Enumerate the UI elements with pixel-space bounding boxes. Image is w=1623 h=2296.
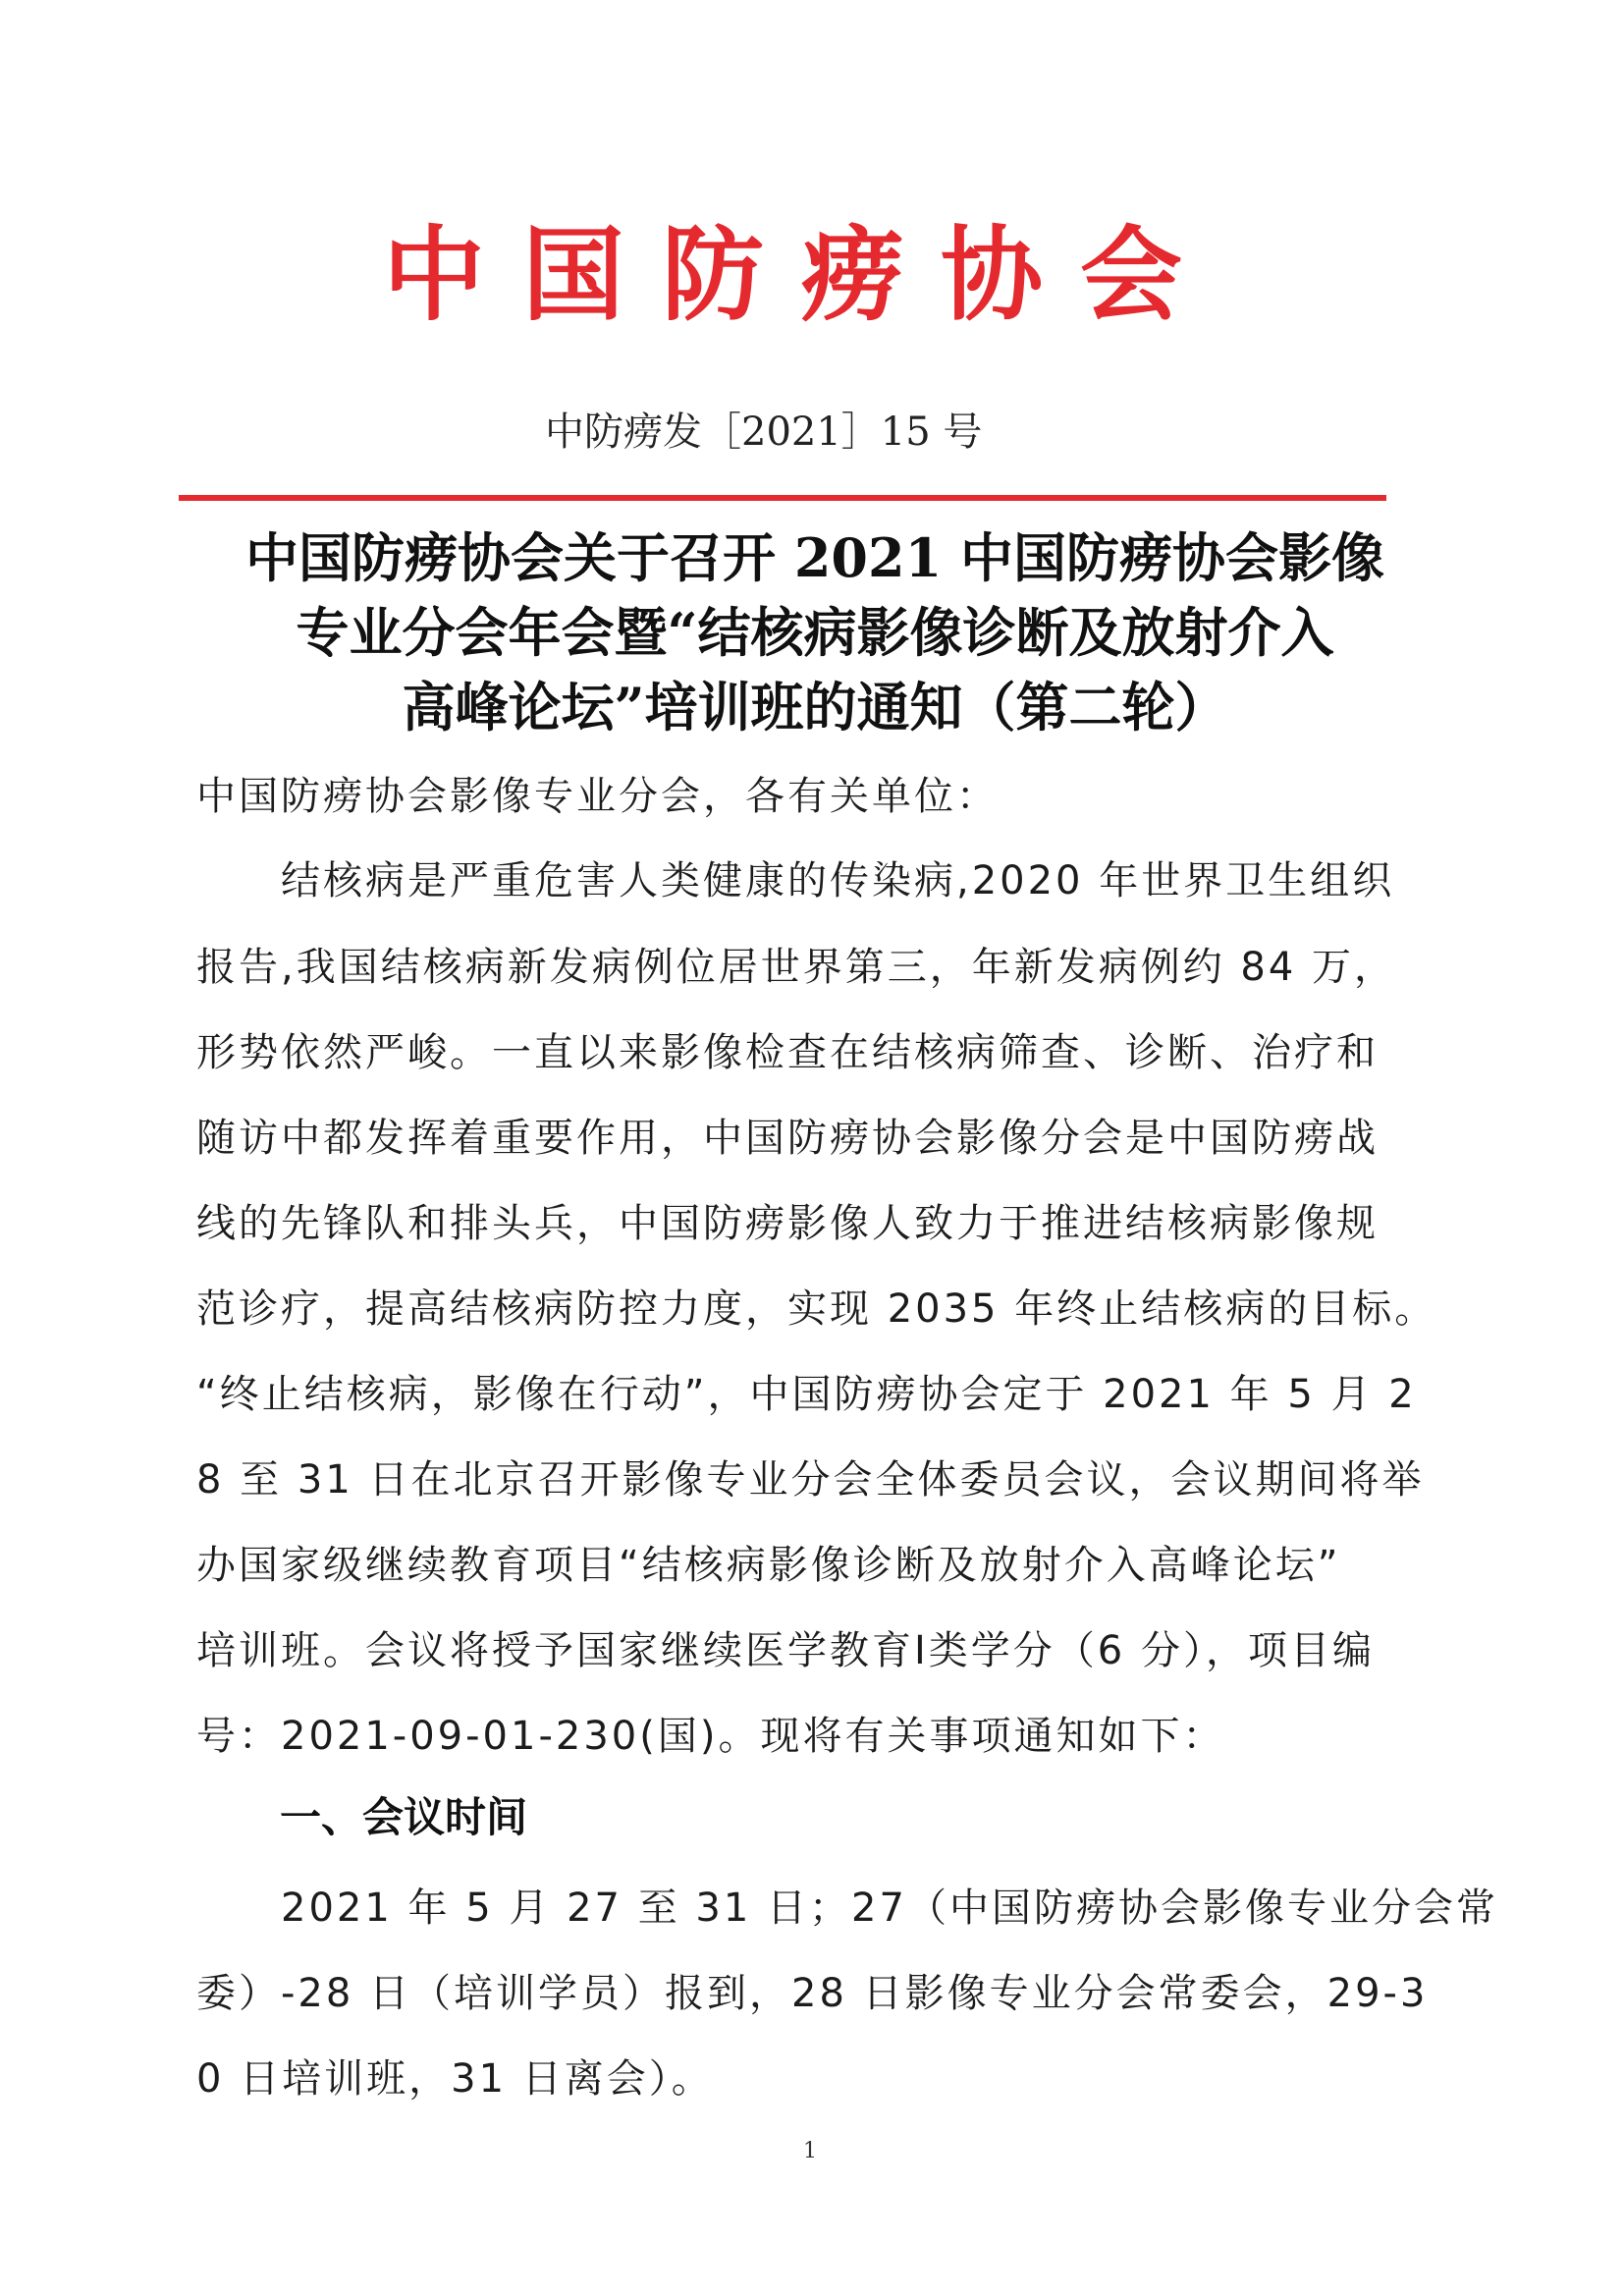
title-line-1: 中国防痨协会关于召开 2021 中国防痨协会影像 (245, 526, 1384, 589)
body-line: 随访中都发挥着重要作用，中国防痨协会影像分会是中国防痨战 (196, 1116, 1379, 1161)
body-line: 8 至 31 日在北京召开影像专业分会全体委员会议，会议期间将举 (196, 1457, 1425, 1503)
section-heading-meeting-time: 一、会议时间 (280, 1793, 528, 1841)
notice-title (177, 520, 1453, 744)
body-line: 2021 年 5 月 27 至 31 日；27（中国防痨协会影像专业分会常 (196, 1886, 1498, 1931)
organization-header: 中国防痨协会 (383, 215, 1220, 335)
red-divider-rule (179, 495, 1386, 501)
body-line: “终止结核病，影像在行动”，中国防痨协会定于 2021 年 5 月 2 (196, 1372, 1417, 1417)
body-line: 委）-28 日（培训学员）报到，28 日影像专业分会常委会，29-3 (196, 1971, 1429, 2016)
body-line: 线的先锋队和排头兵，中国防痨影像人致力于推进结核病影像规 (196, 1201, 1379, 1246)
document-number: 中防痨发［2021］15 号 (545, 410, 983, 455)
body-line: 办国家级继续教育项目“结核病影像诊断及放射介入高峰论坛” (196, 1543, 1341, 1588)
title-line-2: 专业分会年会暨“结核病影像诊断及放射介入 (296, 601, 1334, 664)
body-line: 报告,我国结核病新发病例位居世界第三，年新发病例约 84 万， (196, 945, 1397, 990)
body-line: 号：2021-09-01-230(国)。现将有关事项通知如下： (196, 1714, 1225, 1759)
body-line: 范诊疗，提高结核病防控力度，实现 2035 年终止结核病的目标。 (196, 1286, 1437, 1332)
page-number: 1 (803, 2139, 817, 2163)
body-line: 0 日培训班，31 日离会）。 (196, 2056, 714, 2102)
title-line-3: 高峰论坛”培训班的通知（第二轮） (402, 676, 1228, 738)
salutation: 中国防痨协会影像专业分会，各有关单位： (196, 774, 999, 819)
body-line: 形势依然严峻。一直以来影像检查在结核病筛查、诊断、治疗和 (196, 1030, 1379, 1075)
body-line: 结核病是严重危害人类健康的传染病,2020 年世界卫生组织 (196, 858, 1395, 903)
body-line: 培训班。会议将授予国家继续医学教育Ⅰ类学分（6 分），项目编 (196, 1628, 1375, 1673)
